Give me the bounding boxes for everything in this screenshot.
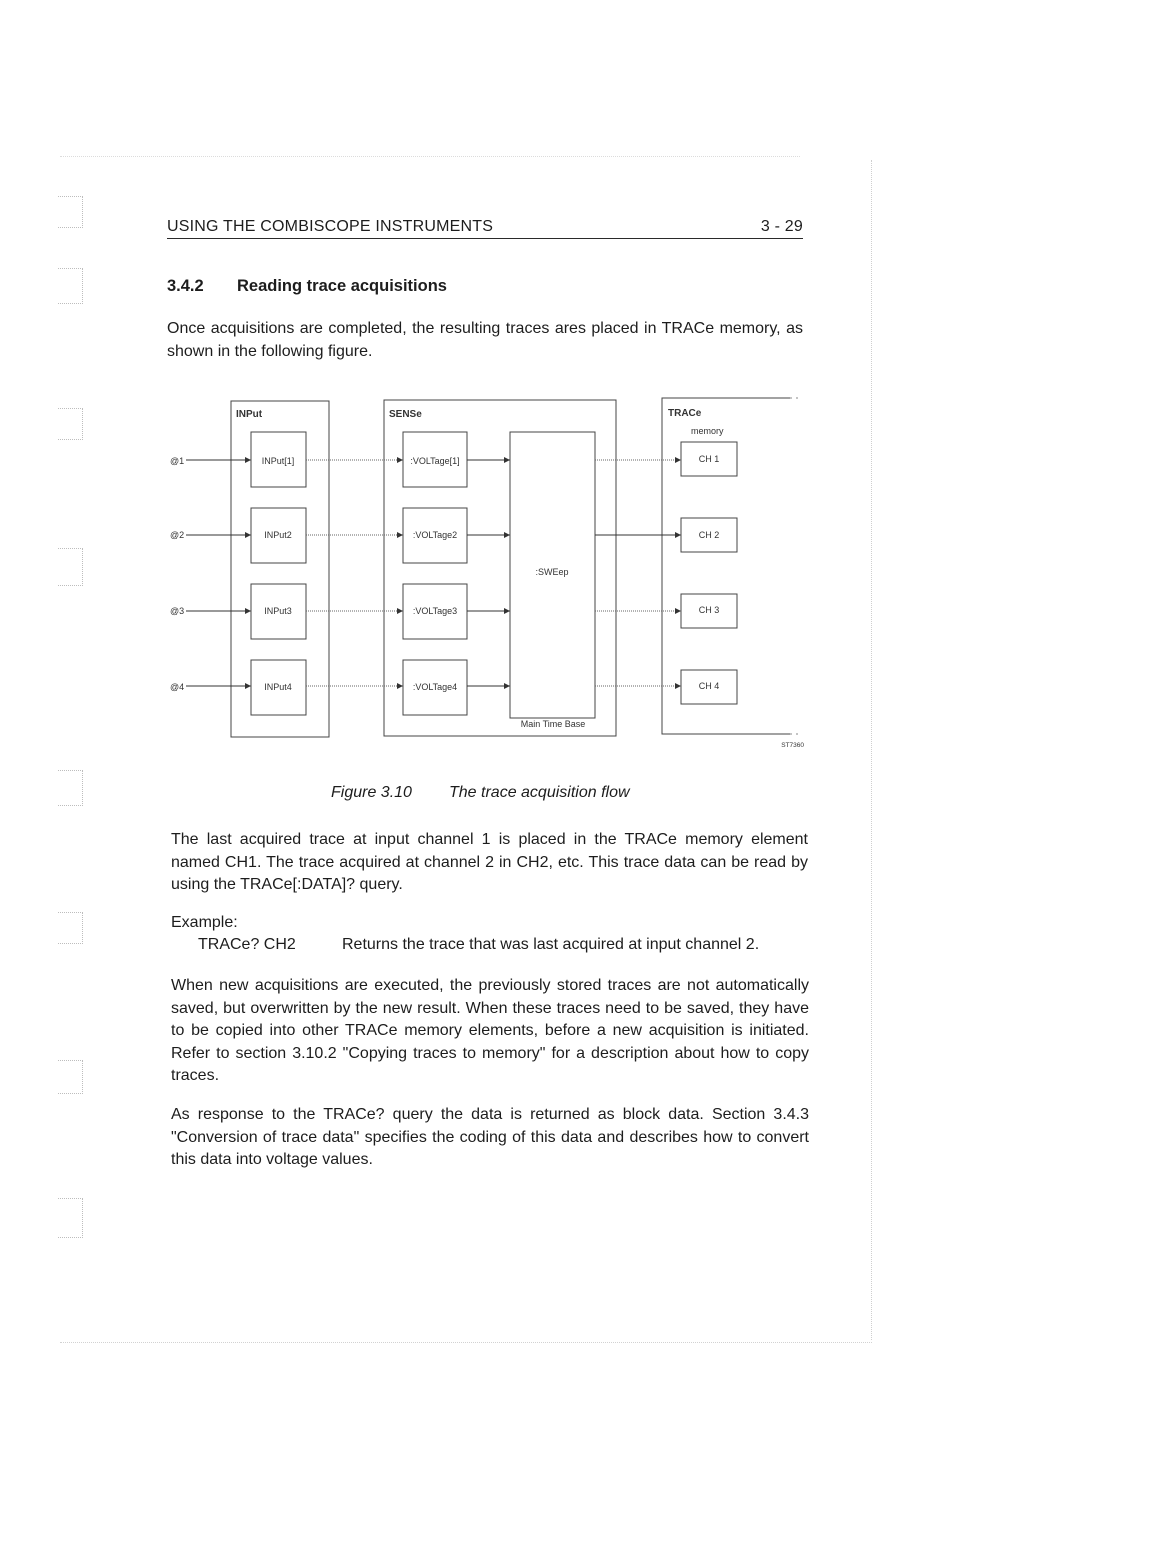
input-source-label: @4 [170,682,185,692]
figure-caption [331,784,630,802]
section-heading [167,277,447,296]
memory-label: memory [691,426,724,436]
input-source-label: @2 [170,530,185,540]
input-block-label: INPut[1] [261,456,295,466]
scan-artifact [58,912,83,944]
channel-label: CH 2 [698,530,720,540]
input-block-label: INPut2 [264,530,292,540]
body-paragraph: When new acquisitions are executed, the previously stored traces are not automatically saved, but overwritten by the new result. When these traces need to be saved, they have to be copied into other TRACe memory elements, before a new acquisition is initiated. Refer to section 3.10.2 "Copying traces to memory" for a description about how to copy traces. [171,977,809,1084]
running-header [167,216,803,239]
section-title: Reading trace acquisitions [237,277,447,295]
page-number: 3 - 29 [760,218,803,235]
sweep-label: :SWEep [535,567,569,577]
input-source-label: @1 [170,456,185,466]
channel-label: CH 4 [698,681,720,691]
figure-code: ST7360 [781,742,804,749]
scan-artifact [58,408,83,440]
scan-artifact [58,770,83,806]
scan-artifact [58,196,83,228]
trace-group-box-dashes [790,398,798,734]
voltage-block-label: :VOLTage[1] [410,456,460,466]
sense-group-label: SENSe [389,409,422,420]
example-label: Example: [171,914,238,931]
figure-title: The trace acquisition flow [449,784,630,801]
input-source-label: @3 [170,606,185,616]
input-group-label: INPut [236,409,263,420]
timebase-label: Main Time Base [520,719,586,729]
example-description: Returns the trace that was last acquired at input channel 2. [342,936,760,953]
example-row [198,936,759,954]
channel-label: CH 3 [698,605,720,615]
input-block-label: INPut3 [264,606,292,616]
section-number: 3.4.2 [167,277,204,295]
trace-group-label: TRACe [668,408,702,419]
page-fold-line [871,160,872,1340]
scan-artifact [58,548,83,586]
channel-label: CH 1 [698,454,720,464]
scan-artifact [58,1060,83,1094]
intro-paragraph: Once acquisitions are completed, the resulting traces ares placed in TRACe memory, as shown in the following figure. [167,320,803,360]
body-paragraph: The last acquired trace at input channel 1 is placed in the TRACe memory element named CH1. The trace acquired at channel 2 in CH2, etc. This trace data can be read by using the TRACe[:DATA]? query. [171,831,808,893]
voltage-block-label: :VOLTage3 [412,606,458,616]
scan-artifact [58,268,83,304]
voltage-block-label: :VOLTage2 [412,530,458,540]
input-block-label: INPut4 [264,682,292,692]
scan-artifact [58,1198,83,1238]
trace-acquisition-diagram [160,388,810,758]
body-paragraph: As response to the TRACe? query the data is returned as block data. Section 3.4.3 "Conversion of trace data" specifies the coding of this data and describes how to convert this data into voltage values. [171,1106,809,1168]
page-fold-line [60,1342,872,1343]
example-command: TRACe? CH2 [198,936,296,953]
header-title: USING THE COMBISCOPE INSTRUMENTS [167,218,494,235]
figure-number: Figure 3.10 [331,784,412,801]
scan-artifact [60,156,800,157]
voltage-block-label: :VOLTage4 [412,682,458,692]
